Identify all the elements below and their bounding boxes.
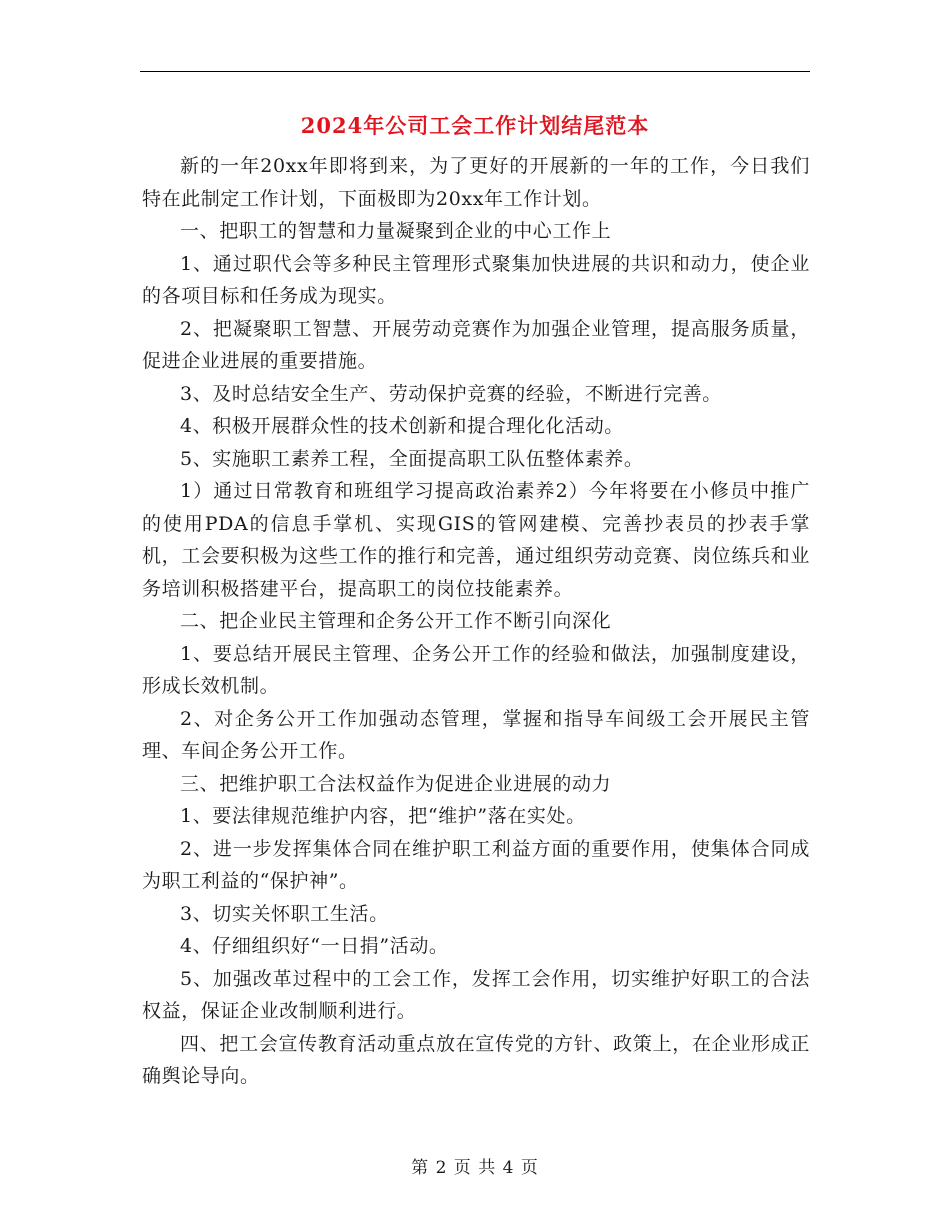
document-body (142, 150, 810, 1093)
page-number: 第 2 页 共 4 页 (411, 1158, 539, 1178)
paragraph-item: 3、及时总结安全生产、劳动保护竞赛的经验，不断进行完善。 (180, 382, 722, 405)
paragraph-item: 4、积极开展群众性的技术创新和提合理化化活动。 (180, 415, 624, 437)
paragraph-item: 2、把凝聚职工智慧、开展劳动竞赛作为加强企业管理，提高服务质量，促进企业进展的重要措施。 (142, 317, 810, 372)
paragraph-item: 2、进一步发挥集体合同在维护职工利益方面的重要作用，使集体合同成为职工利益的“保护神”。 (142, 837, 810, 892)
page-footer (0, 1153, 950, 1178)
paragraph-item: 1、要总结开展民主管理、企务公开工作的经验和做法，加强制度建设，形成长效机制。 (142, 642, 810, 697)
paragraph-intro: 新的一年20xx年即将到来，为了更好的开展新的一年的工作，今日我们特在此制定工作计划，下面极即为20xx年工作计划。 (142, 155, 810, 210)
paragraph-item: 4、仔细组织好“一日捐”活动。 (180, 935, 449, 957)
paragraph-item: 5、实施职工素养工程，全面提高职工队伍整体素养。 (180, 447, 644, 470)
header-rule (140, 71, 810, 72)
paragraph-item: 5、加强改革过程中的工会工作，发挥工会作用，切实维护好职工的合法权益，保证企业改制顺利进行。 (142, 967, 810, 1022)
paragraph-item: 3、切实关怀职工生活。 (180, 902, 389, 925)
document-title: 2024年公司工会工作计划结尾范本 (300, 113, 650, 138)
paragraph-item: 1、通过职代会等多种民主管理形式聚集加快进展的共识和动力，使企业的各项目标和任务成为现实。 (142, 252, 810, 307)
paragraph-item: 2、对企务公开工作加强动态管理，掌握和指导车间级工会开展民主管理、车间企务公开工作。 (142, 707, 810, 762)
section-heading-1: 一、把职工的智慧和力量凝聚到企业的中心工作上 (180, 220, 612, 242)
section-heading-2: 二、把企业民主管理和企务公开工作不断引向深化 (180, 610, 612, 632)
paragraph-item: 1）通过日常教育和班组学习提高政治素养2）今年将要在小修员中推广的使用PDA的信息手掌机、实现GIS的管网建模、完善抄表员的抄表手掌机，工会要积极为这些工作的推行和完善，通过组织劳动竞赛、岗位练兵和业务培训积极搭建平台，提高职工的岗位技能素养。 (142, 480, 810, 600)
section-heading-4: 四、把工会宣传教育活动重点放在宣传党的方针、政策上，在企业形成正确舆论导向。 (142, 1032, 810, 1087)
paragraph-item: 1、要法律规范维护内容，把“维护”落在实处。 (180, 805, 586, 827)
section-heading-3: 三、把维护职工合法权益作为促进企业进展的动力 (180, 772, 612, 795)
